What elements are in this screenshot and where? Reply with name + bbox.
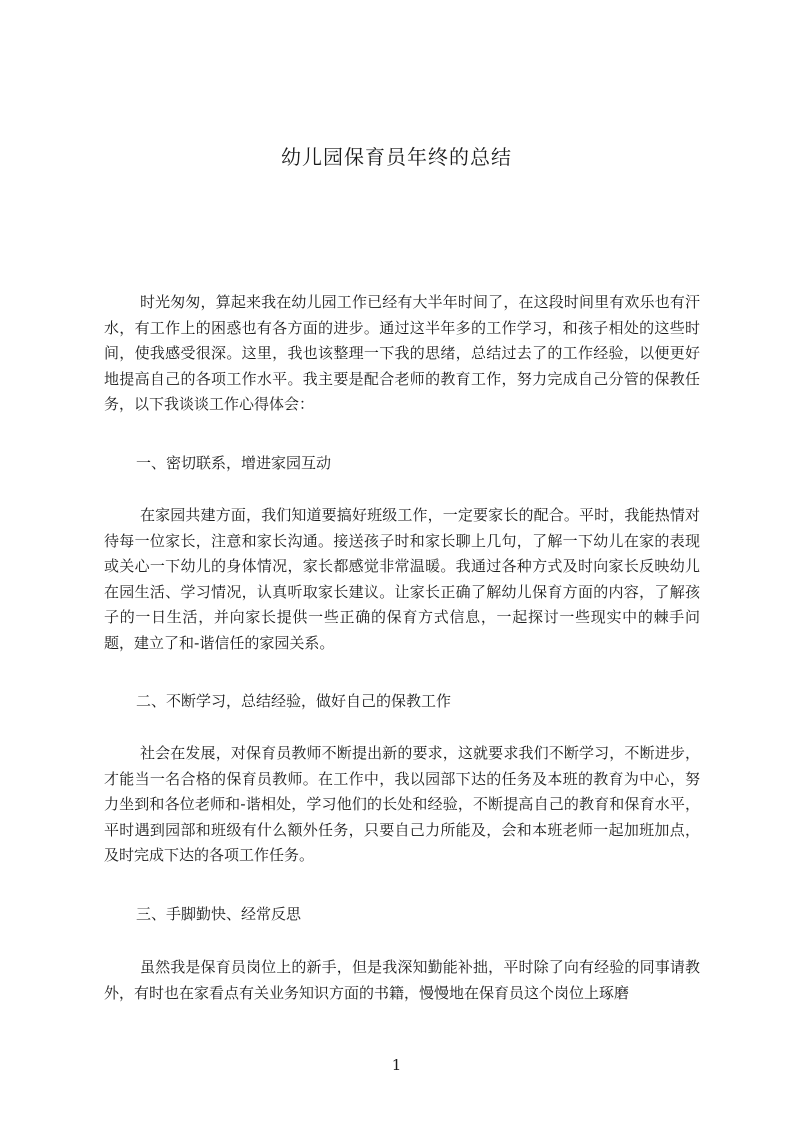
section-heading-1: 一、密切联系，增进家园互动 xyxy=(136,454,332,472)
document-title: 幼儿园保育员年终的总结 xyxy=(281,145,512,169)
section-body-1: 在家园共建方面，我们知道要搞好班级工作，一定要家长的配合。平时，我能热情对待每一位家长，注意和家长沟通。接送孩子时和家长聊上几句，了解一下幼儿在家的表现或关心一下幼儿的身体情况，家长都感觉非常温暖。我通过各种方式及时向家长反映幼儿在园生活、学习情况，认真听取家长建议。让家长正确了解幼儿保育方面的内容，了解孩子的一日生活，并向家长提供一些正确的保育方式信息，一起探讨一些现实中的棘手问题，建立了和-谐信任的家园关系。 xyxy=(104,506,700,652)
page-number: 1 xyxy=(391,1056,402,1074)
section-heading-3: 三、手脚勤快、经常反思 xyxy=(136,905,302,923)
section-heading-2: 二、不断学习，总结经验，做好自己的保教工作 xyxy=(136,692,452,710)
intro-paragraph: 时光匆匆，算起来我在幼儿园工作已经有大半年时间了，在这段时间里有欢乐也有汗水，有工作上的困惑也有各方面的进步。通过这半年多的工作学习，和孩子相处的这些时间，使我感受很深。这里，我也该整理一下我的思绪，总结过去了的工作经验，以便更好地提高自己的各项工作水平。我主要是配合老师的教育工作，努力完成自己分管的保教任务，以下我谈谈工作心得体会： xyxy=(104,293,700,414)
section-body-2: 社会在发展，对保育员教师不断提出新的要求，这就要求我们不断学习，不断进步，才能当一名合格的保育员教师。在工作中，我以园部下达的任务及本班的教育为中心，努力坐到和各位老师和-谐相处，学习他们的长处和经验，不断提高自己的教育和保育水平，平时遇到园部和班级有什么额外任务，只要自己力所能及，会和本班老师一起加班加点，及时完成下达的各项工作任务。 xyxy=(104,744,700,865)
section-body-3: 虽然我是保育员岗位上的新手，但是我深知勤能补拙，平时除了向有经验的同事请教外，有时也在家看点有关业务知识方面的书籍，慢慢地在保育员这个岗位上琢磨 xyxy=(104,958,700,1002)
